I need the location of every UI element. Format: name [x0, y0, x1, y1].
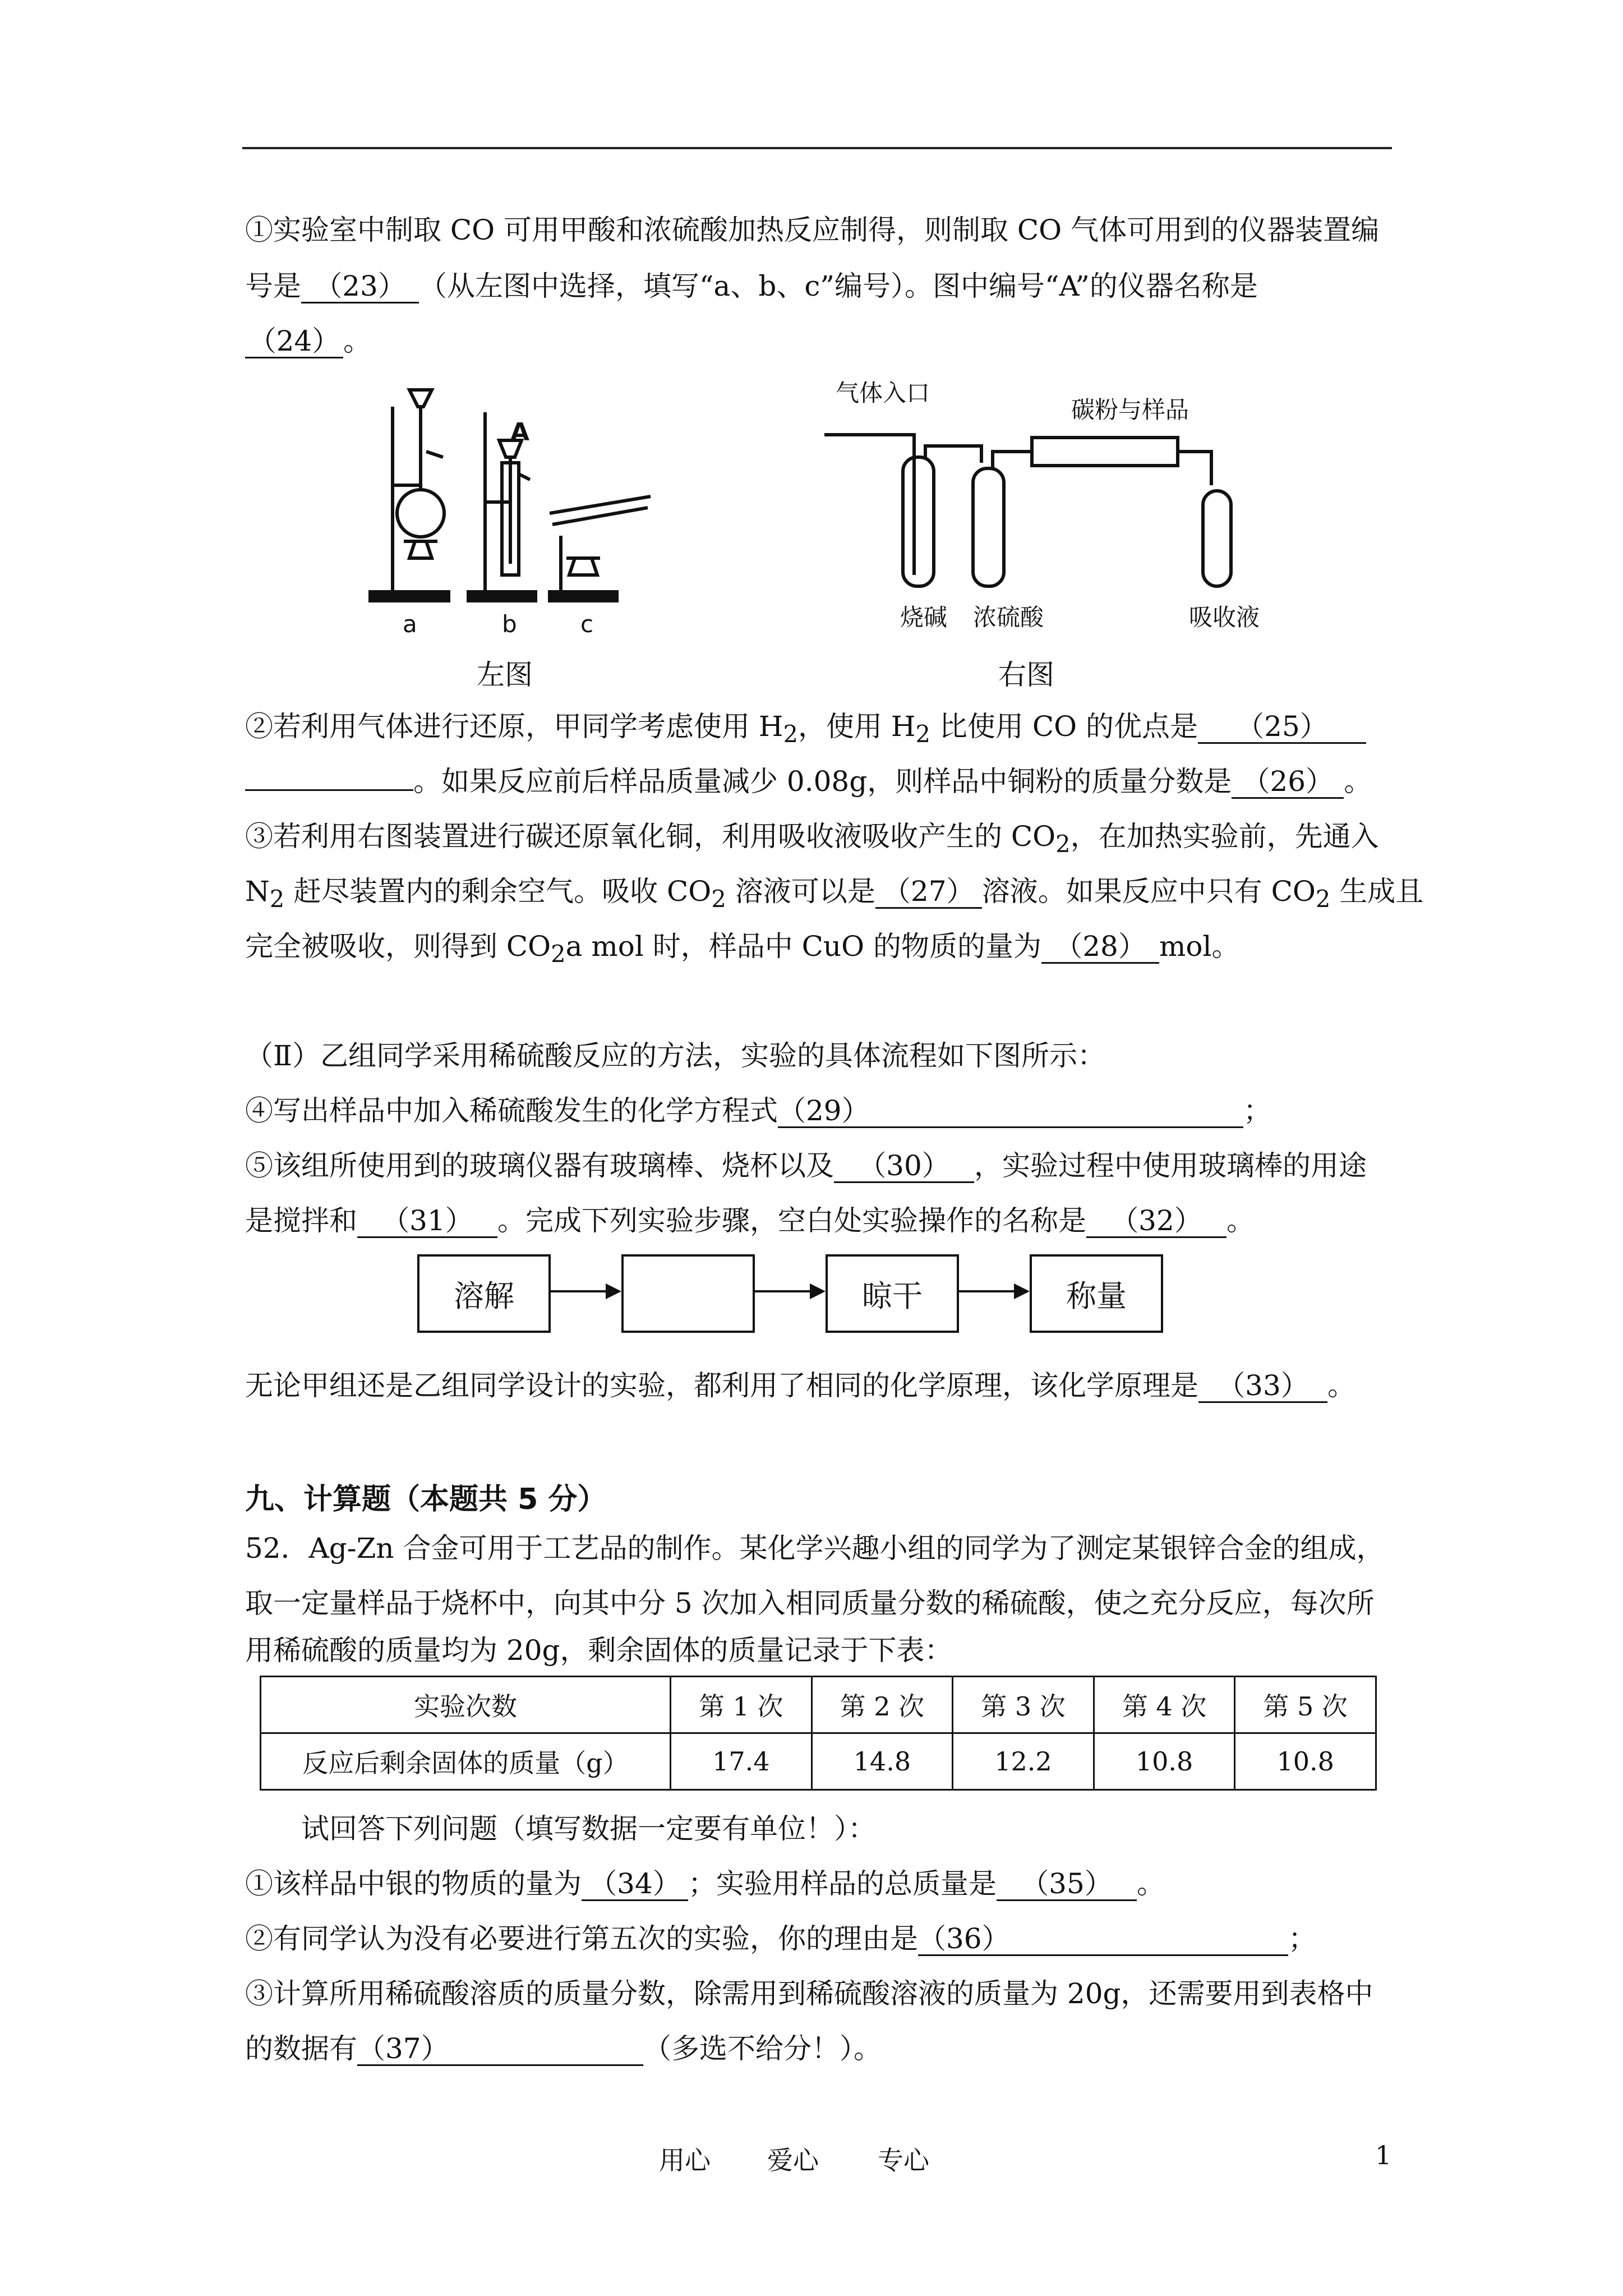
answer-blank-32[interactable]: （32） [1086, 1205, 1227, 1238]
footer-mid: 爱心 [767, 2145, 819, 2175]
table-cell: 反应后剩余固体的质量（g） [261, 1733, 671, 1790]
footer-right: 专心 [878, 2145, 929, 2175]
q1-line3: （24） 。 [245, 324, 371, 358]
table-cell: 12.2 [953, 1733, 1094, 1790]
table-cell: 第 1 次 [671, 1677, 812, 1733]
right-apparatus-figure [819, 373, 1267, 637]
answer-blank-23[interactable]: （23） [301, 270, 419, 303]
table-cell: 17.4 [671, 1733, 812, 1790]
q5-line2: 是搅拌和 （31） 。完成下列实验步骤，空白处实验操作的名称是 （32） 。 [245, 1204, 1255, 1237]
answer-blank-25[interactable]: （25） [1198, 711, 1366, 744]
s9-q3-line2: 的数据有（37） （多选不给分！）。 [245, 2032, 882, 2065]
q4-line: ④写出样品中加入稀硫酸发生的化学方程式（29） ； [245, 1094, 1271, 1127]
answer-blank-29[interactable]: （29） [778, 1095, 1243, 1128]
table-cell: 实验次数 [261, 1677, 671, 1733]
answer-blank-33[interactable]: （33） [1198, 1370, 1327, 1403]
table-cell: 第 5 次 [1235, 1677, 1376, 1733]
q5-line1: ⑤该组所使用到的玻璃仪器有玻璃棒、烧杯以及 （30） ，实验过程中使用玻璃棒的用途 [245, 1149, 1367, 1182]
table-cell: 第 4 次 [1094, 1677, 1235, 1733]
s9-q2: ②有同学认为没有必要进行第五次的实验，你的理由是（36） ； [245, 1922, 1316, 1955]
q3-line1: ③若利用右图装置进行碳还原氧化铜，利用吸收液吸收产生的 $CO_2$，在加热实验前，先通入 [245, 820, 1379, 858]
part2-intro: （Ⅱ）乙组同学采用稀硫酸反应的方法，实验的具体流程如下图所示： [245, 1039, 1105, 1072]
s9-para-1: 52．Ag-Zn 合金可用于工艺品的制作。某化学兴趣小组的同学为了测定某银锌合金的组成， [245, 1532, 1385, 1565]
label-absorbent: 吸收液 [1189, 604, 1260, 631]
header-rule [242, 147, 1392, 149]
flow-step-blank[interactable] [621, 1254, 755, 1333]
label-c: c [580, 610, 594, 637]
q1-line2: 号是 （23） （从左图中选择，填写“a、b、c”编号）。图中编号“A”的仪器名称是 [245, 270, 1258, 302]
s9-q3-line1: ③计算所用稀硫酸溶质的质量分数，除需用到稀硫酸溶液的质量为 20g，还需要用到表格中 [245, 1977, 1373, 2010]
flow-arrow-2 [755, 1290, 823, 1292]
results-table [260, 1676, 1377, 1791]
table-row [261, 1733, 1376, 1790]
left-apparatus-figure [359, 373, 673, 637]
flow-step-dissolve: 溶解 [417, 1254, 551, 1333]
table-cell: 14.8 [811, 1733, 953, 1790]
section-heading: 九、计算题（本题共 5 分） [245, 1483, 607, 1516]
q3-line3: 完全被吸收，则得到 $CO_2a$ mol 时，样品中 CuO 的物质的量为 （28） mol。 [245, 930, 1240, 968]
answer-blank-30[interactable]: （30） [834, 1150, 974, 1183]
q2-line2: 。如果反应前后样品质量减少 0.08g，则样品中铜粉的质量分数是 （26） 。 [245, 765, 1372, 799]
q1-line1: ①实验室中制取 CO 可用甲酸和浓硫酸加热反应制得，则制取 CO 气体可用到的仪器装置编 [245, 214, 1380, 246]
q2-line1: ②若利用气体进行还原，甲同学考虑使用 $H_2$，使用 $H_2$ 比使用 CO 的优点是 （25） [245, 710, 1366, 751]
principle-line: 无论甲组还是乙组同学设计的实验，都利用了相同的化学原理，该化学原理是 （33） 。 [245, 1369, 1355, 1402]
q3-line2: $N_2$ 赶尽装置内的剩余空气。吸收 $CO_2$ 溶液可以是 （27） 溶液。如果反应中只有 $CO_2$ 生成且 [245, 875, 1424, 913]
answer-blank-36[interactable]: （36） [918, 1923, 1288, 1956]
answer-blank-26[interactable]: （26） [1232, 766, 1344, 799]
answer-blank-34[interactable]: （34） [582, 1868, 688, 1901]
s9-para-2: 取一定量样品于烧杯中，向其中分 5 次加入相同质量分数的稀硫酸，使之充分反应，每次所 [245, 1587, 1375, 1619]
s9-q1: ①该样品中银的物质的量为 （34） ；实验用样品的总质量是 （35） 。 [245, 1867, 1165, 1900]
label-caustic-soda: 烧碱 [900, 604, 948, 631]
flow-arrow-1 [551, 1290, 619, 1292]
answer-blank-28[interactable]: （28） [1041, 931, 1159, 964]
page-number: 1 [1375, 2140, 1392, 2170]
label-carbon-sample: 碳粉与样品 [1071, 396, 1189, 424]
left-figure-caption: 左图 [477, 659, 533, 691]
label-A: A [510, 418, 530, 447]
right-figure-caption: 右图 [998, 659, 1054, 691]
label-gas-inlet: 气体入口 [836, 379, 930, 407]
answer-blank-35[interactable]: （35） [997, 1868, 1137, 1901]
table-cell: 第 3 次 [953, 1677, 1094, 1733]
flow-arrow-3 [959, 1290, 1027, 1292]
s9-para-3: 用稀硫酸的质量均为 20g，剩余固体的质量记录于下表： [245, 1634, 953, 1667]
answer-blank-37[interactable]: （37） [357, 2033, 643, 2066]
label-a: a [403, 610, 417, 637]
label-conc-sulfuric: 浓硫酸 [973, 604, 1044, 631]
answer-blank-27[interactable]: （27） [875, 876, 982, 909]
label-b: b [502, 610, 517, 637]
flow-step-dry: 晾干 [826, 1254, 959, 1333]
answer-blank-25-cont[interactable] [245, 789, 413, 791]
answer-blank-24[interactable]: （24） [245, 325, 343, 358]
table-cell: 10.8 [1094, 1733, 1235, 1790]
answer-blank-31[interactable]: （31） [357, 1205, 497, 1238]
table-header-row [261, 1677, 1376, 1733]
flow-step-weigh: 称量 [1030, 1254, 1163, 1333]
table-cell: 10.8 [1235, 1733, 1376, 1790]
table-cell: 第 2 次 [811, 1677, 953, 1733]
s9-prompt: 试回答下列问题（填写数据一定要有单位！）： [301, 1812, 876, 1845]
footer-left: 用心 [659, 2145, 711, 2175]
